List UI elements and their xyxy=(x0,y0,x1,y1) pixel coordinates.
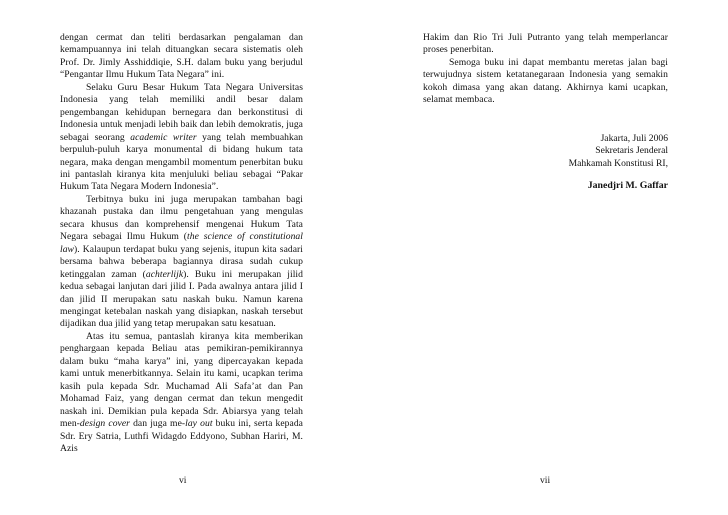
italic-term: lay out xyxy=(185,418,213,430)
text-run: Terbitnya buku ini juga merupakan tambahan bagi khazanah pustaka dan ilmu pengetahuan yang mengulas secara khusus dan komprehensif mengenai Hukum Tata Negara sebagai Ilmu Hukum ( xyxy=(60,193,303,243)
left-paragraph-1 xyxy=(60,32,303,82)
text-run: Semoga buku ini dapat membantu meretas jalan bagi terwujudnya sistem ketatanegaraan Indonesia yang semakin kokoh dimasa yang akan datang. Akhirnya kami ucapkan, selamat membaca. xyxy=(423,56,668,106)
text-run: Hakim dan Rio Tri Juli Putranto yang telah memperlancar proses penerbitan. xyxy=(423,32,668,56)
signature-name: Janedjri M. Gaffar xyxy=(587,180,668,192)
text-run: ). Buku ini merupakan jilid kedua sebagai lanjutan dari jilid I. Pada awalnya antara jilid I dan jilid II merupakan satu naskah buku. Namun karena mengingat ketebalan naskah yang disiapkan, naskah tersebut dijadikan dua jilid yang tetap merupakan satu kesatuan. xyxy=(60,268,303,330)
signature-title: Sekretaris Jenderal xyxy=(595,145,668,157)
right-page-number: vii xyxy=(540,475,551,486)
text-run: ). Kalaupun terdapat buku yang sejenis, itupun kita sadari bersama bahwa beberapa bagiannya dirasa sudah cukup ketinggalan zaman ( xyxy=(60,243,303,280)
text-run: Atas itu semua, pantaslah kiranya kita memberikan penghargaan kepada Beliau atas pemikiran-pemikirannya dalam buku “maha karya” ini, yang dipercayakan kepada kami untuk menerbitkannya. Selain itu kami, ucapkan terima kasih pula kepada Sdr. Muchamad Ali Safa’at dan Pan Mohamad Faiz, yang dengan cermat dan tekun mengedit naskah ini. Demikian pula kepada Sdr. Abiarsya yang telah men- xyxy=(60,330,303,430)
text-run: yang telah membuahkan berpuluh-puluh karya monumental di bidang hukum tata negara, maka dengan mengambil momentum penerbitan buku ini pantaslah kiranya kita menjuluki beliau sebagai “Pakar Hukum Tata Negara Modern Indonesia”. xyxy=(60,131,303,193)
text-run: dengan cermat dan teliti berdasarkan pengalaman dan kemampuannya ini telah dituangkan secara sistematis oleh Prof. Dr. Jimly Asshiddiqie, S.H. dalam buku yang berjudul “Pengantar Ilmu Hukum Tata Negara” ini. xyxy=(60,32,303,81)
signature-block xyxy=(423,133,668,193)
italic-term: design cover xyxy=(79,418,130,430)
left-page-number: vi xyxy=(179,475,187,486)
text-run: Selaku Guru Besar Hukum Tata Negara Universitas Indonesia yang telah memiliki andil besar dalam pengembangan kehidupan bernegara dan berkonstitusi di Indonesia untuk menjadi lebih baik dan lebih demokratis, juga sebagai seorang xyxy=(60,81,303,143)
italic-term: achterlijk xyxy=(145,268,184,280)
right-page xyxy=(423,32,668,193)
text-run: dan juga me- xyxy=(129,418,186,430)
left-paragraph-2 xyxy=(60,82,303,194)
right-paragraph-2 xyxy=(423,57,668,107)
left-page xyxy=(60,32,303,455)
italic-term: academic writer xyxy=(130,131,197,143)
right-paragraph-1 xyxy=(423,32,668,57)
signature-institution: Mahkamah Konstitusi RI, xyxy=(568,157,668,169)
italic-term: the science of constitutional law xyxy=(60,231,303,255)
left-paragraph-4 xyxy=(60,331,303,456)
left-paragraph-3 xyxy=(60,194,303,331)
signature-place-date: Jakarta, Juli 2006 xyxy=(600,132,668,144)
text-run: buku ini, serta kepada Sdr. Ery Satria, Luthfi Widagdo Eddyono, Subhan Hariri, M. Azis xyxy=(60,418,303,454)
